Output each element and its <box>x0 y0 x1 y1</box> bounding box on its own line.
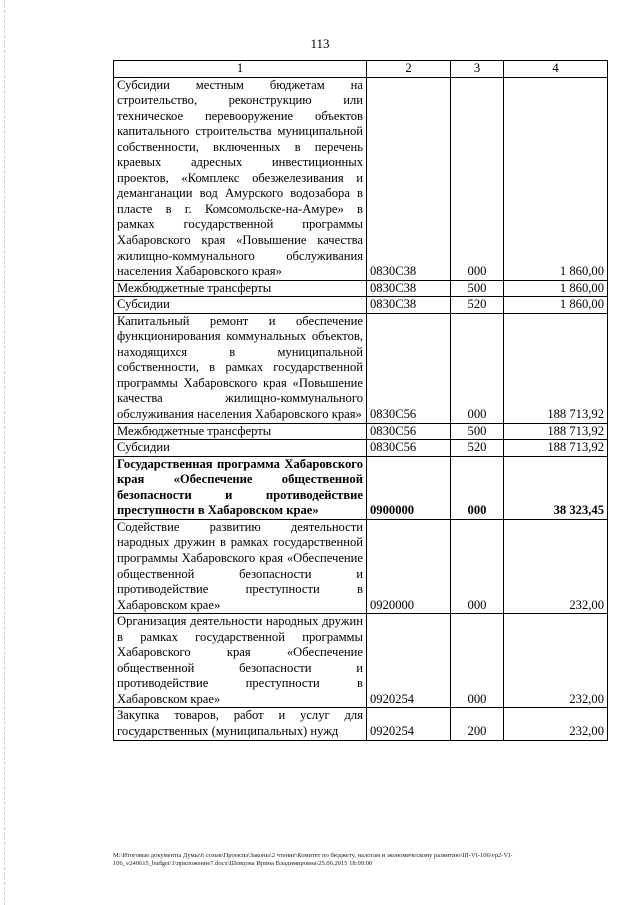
column-header-4: 4 <box>504 61 608 78</box>
row-expense-type-cell: 520 <box>451 440 504 457</box>
row-expense-type-cell: 000 <box>451 313 504 423</box>
row-code-cell: 0920254 <box>367 614 451 708</box>
row-name-cell: Содействие развитию деятельности народных дружин в рамках государственной программы Хабаровского края «Обеспечение общественной безопасности и противодействие преступности в Хабаровском крае» <box>114 519 367 613</box>
row-code-cell: 0830С38 <box>367 297 451 314</box>
table-header-row <box>114 61 608 78</box>
row-sum-cell: 1 860,00 <box>504 280 608 297</box>
row-sum-cell: 232,00 <box>504 519 608 613</box>
row-name-cell: Субсидии местным бюджетам на строительство, реконструкцию или техническое перевооружение объектов капитального строительства муниципальной собственности, включенных в перечень краевых адресных инвестиционных проектов, «Комплекс обезжелезивания и деманганации вод Амурского водозабора в пласте в г. Комсомольске-на-Амуре» в рамках государственной программы Хабаровского края «Повышение качества жилищно-коммунального обслуживания населения Хабаровского края» <box>114 77 367 280</box>
table-row <box>114 77 608 280</box>
budget-table <box>113 60 608 741</box>
column-header-2: 2 <box>367 61 451 78</box>
row-expense-type-cell: 500 <box>451 280 504 297</box>
row-code-cell: 0920254 <box>367 708 451 740</box>
column-header-1: 1 <box>114 61 367 78</box>
table-body <box>114 77 608 740</box>
row-name-cell: Межбюджетные трансферты <box>114 280 367 297</box>
row-code-cell: 0830С56 <box>367 313 451 423</box>
row-sum-cell: 1 860,00 <box>504 297 608 314</box>
row-expense-type-cell: 000 <box>451 77 504 280</box>
row-code-cell: 0830С38 <box>367 77 451 280</box>
row-sum-cell: 38 323,45 <box>504 456 608 519</box>
table-row <box>114 614 608 708</box>
page-number: 113 <box>310 36 330 51</box>
row-code-cell: 0830С56 <box>367 423 451 440</box>
table-row <box>114 440 608 457</box>
table-row <box>114 519 608 613</box>
row-sum-cell: 188 713,92 <box>504 313 608 423</box>
column-header-3: 3 <box>451 61 504 78</box>
row-code-cell: 0830С38 <box>367 280 451 297</box>
row-name-cell: Субсидии <box>114 297 367 314</box>
row-sum-cell: 188 713,92 <box>504 423 608 440</box>
row-expense-type-cell: 520 <box>451 297 504 314</box>
row-name-cell: Субсидии <box>114 440 367 457</box>
row-name-cell: Организация деятельности народных дружин в рамках государственной программы Хабаровского края «Обеспечение общественной безопасности и противодействие преступности в Хабаровском крае» <box>114 614 367 708</box>
row-expense-type-cell: 000 <box>451 519 504 613</box>
table-row <box>114 313 608 423</box>
table-row <box>114 280 608 297</box>
row-sum-cell: 232,00 <box>504 708 608 740</box>
row-name-cell: Межбюджетные трансферты <box>114 423 367 440</box>
row-sum-cell: 1 860,00 <box>504 77 608 280</box>
page-edge-line <box>4 0 6 905</box>
row-code-cell: 0900000 <box>367 456 451 519</box>
table-row <box>114 297 608 314</box>
row-expense-type-cell: 200 <box>451 708 504 740</box>
table-row <box>114 456 608 519</box>
row-sum-cell: 232,00 <box>504 614 608 708</box>
row-expense-type-cell: 000 <box>451 614 504 708</box>
row-code-cell: 0920000 <box>367 519 451 613</box>
row-name-cell: Капитальный ремонт и обеспечение функционирования коммунальных объектов, находящихся в муниципальной собственности, в рамках государственной программы Хабаровского края «Повышение качества жилищно-коммунального обслуживания населения Хабаровского края» <box>114 313 367 423</box>
row-name-cell: Закупка товаров, работ и услуг для государственных (муниципальных) нужд <box>114 708 367 740</box>
row-code-cell: 0830С56 <box>367 440 451 457</box>
row-expense-type-cell: 000 <box>451 456 504 519</box>
table-row <box>114 423 608 440</box>
table-row <box>114 708 608 740</box>
row-expense-type-cell: 500 <box>451 423 504 440</box>
file-path-footer: M:\Итоговые документы Думы\6 созыв\Проекты\Законы\2 чтение\Комитет по бюджету, налогам и экономическому развитию\III-VI-106\vp2-VI-106_v240615_budget\1\приложение7.docx\Шевцова Ирина Владимировна\25.06.2015 18:09:00 <box>113 852 513 867</box>
row-sum-cell: 188 713,92 <box>504 440 608 457</box>
row-name-cell: Государственная программа Хабаровского края «Обеспечение общественной безопасности и противодействие преступности в Хабаровском крае» <box>114 456 367 519</box>
